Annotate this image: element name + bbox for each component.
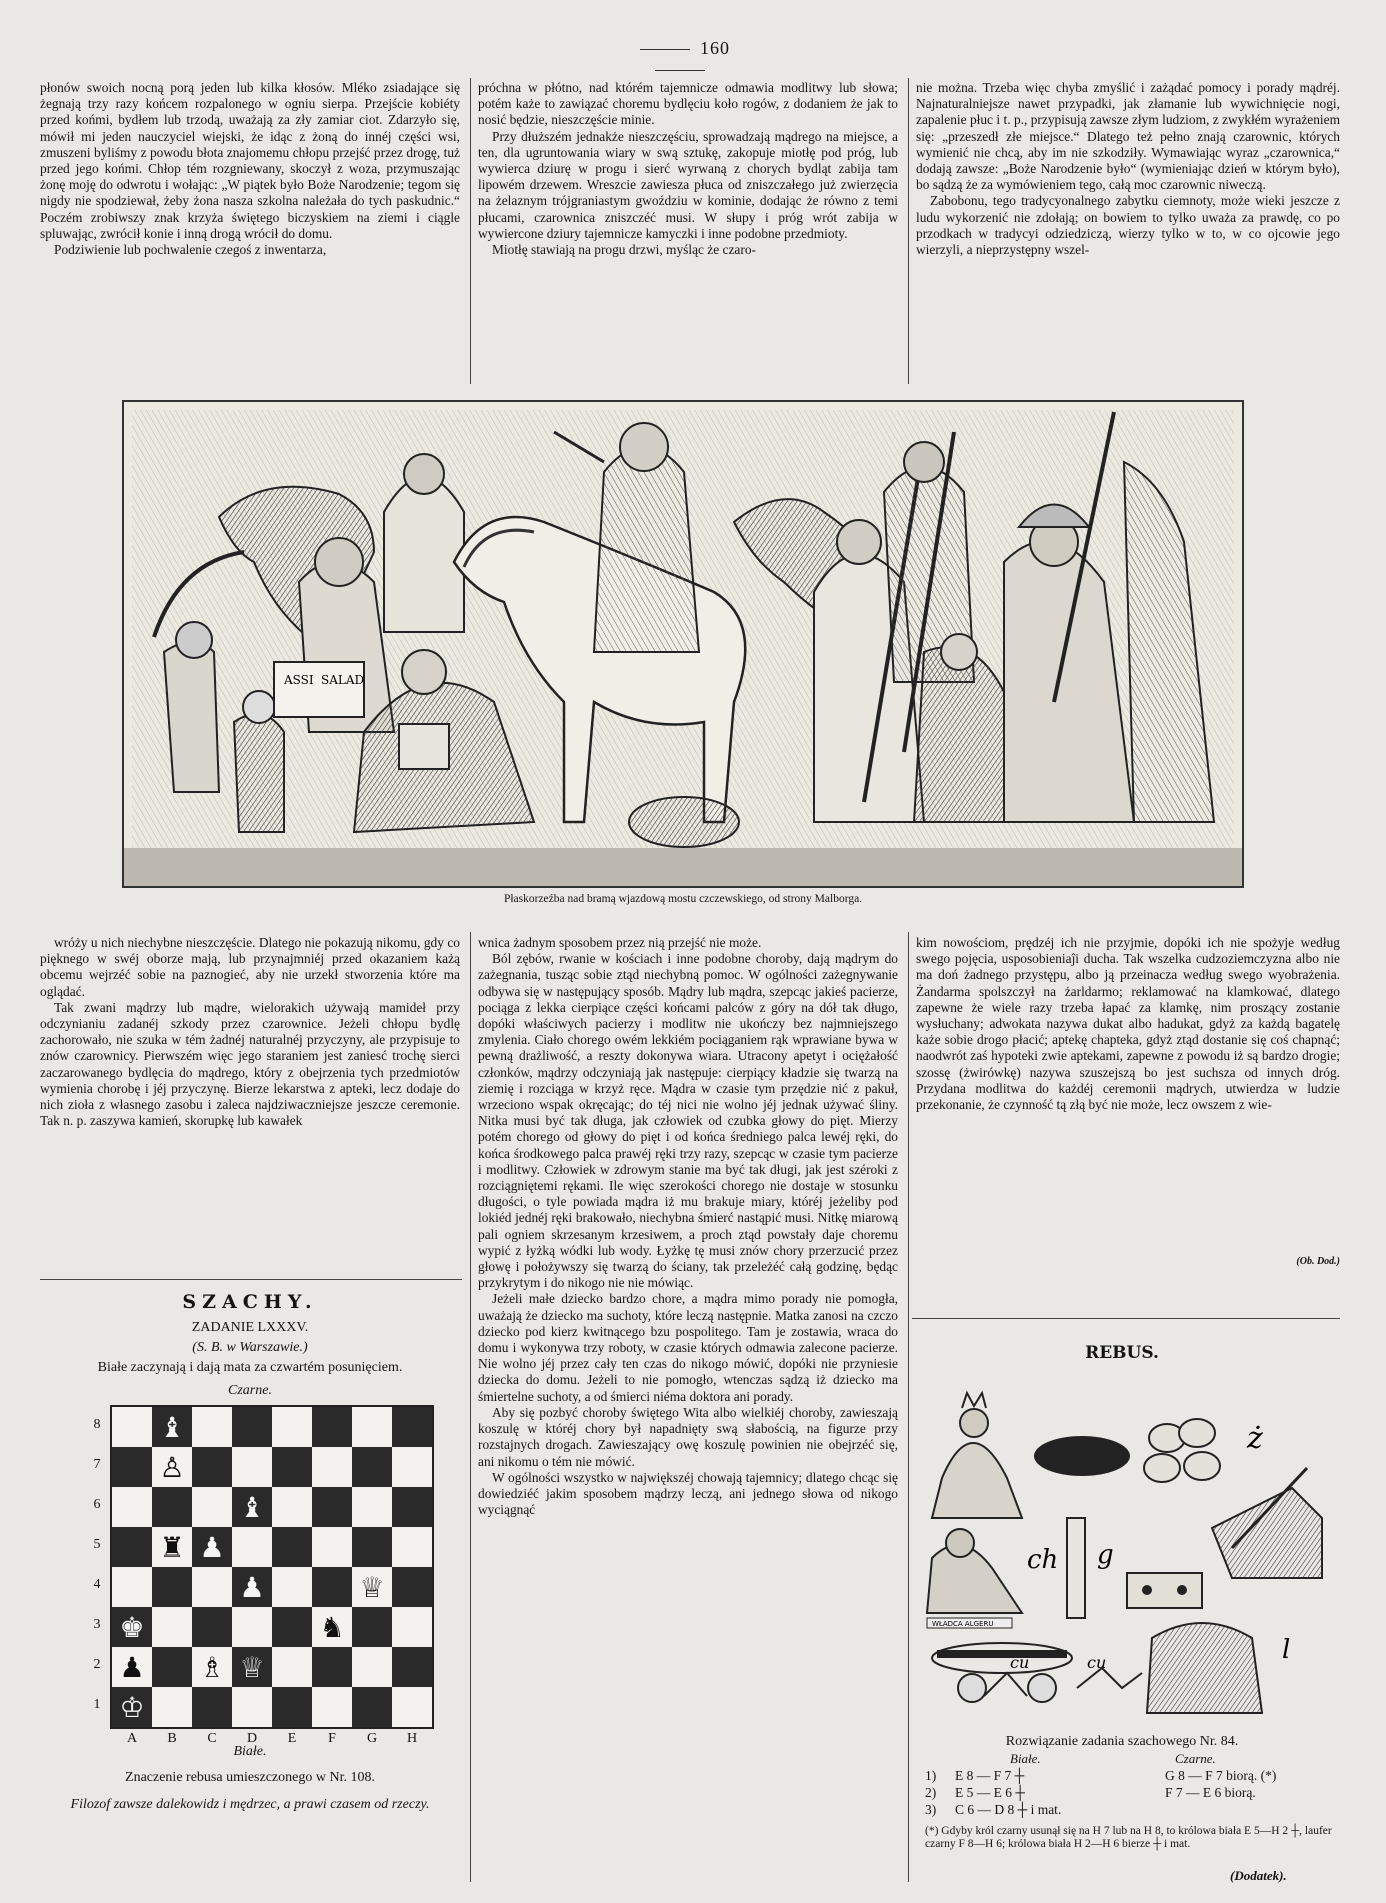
move-number: 2)	[925, 1785, 937, 1800]
file-label: F	[328, 1731, 336, 1746]
square-e4	[272, 1567, 312, 1607]
rebus-heading: REBUS.	[1085, 1343, 1159, 1363]
square-g4	[352, 1567, 392, 1607]
square-a2	[112, 1647, 152, 1687]
square-h4	[392, 1567, 432, 1607]
square-e5	[272, 1527, 312, 1567]
square-f2	[312, 1647, 352, 1687]
rank-label: 7	[93, 1457, 101, 1472]
chess-piece: ♕	[239, 1650, 265, 1684]
square-c5	[192, 1527, 232, 1567]
paragraph: wnica żadnym sposobem przez nią przejść nie może.	[478, 935, 762, 950]
rebus-picture	[912, 1368, 1332, 1726]
square-e7	[272, 1447, 312, 1487]
square-g6	[352, 1487, 392, 1527]
engraving-illustration	[124, 402, 1242, 886]
file-label: D	[246, 1731, 258, 1746]
paragraph: próchna w płótno, nad którém tajemnicze odmawia modlitwy lub słowa; potém każe to zawiązać choremu bydlęciu koło rogów, z dodaniem że jak to nosić będzie, nieszczęście minie.	[478, 80, 898, 128]
paragraph: Tak zwani mądrzy lub mądre, wielorakich używają mamideł przy odczynianiu zadanéj szkody przez czarownice. Jeżeli chłopu bydlę zachorowało, nie szuka w tém żadnéj naturalnéj przyczyny, ale przypisuje to znów czarownicy. Pierwszém więc jego staraniem jest zaniesć trochę sierci zaczarowanego bydlęcia do mądrego, który z obejrzenia tych przedmiotów wymienia chorobę i jéj przyczynę. Bierze lekarstwa z apteki, lecz dodaje do nich zioła z własnego zasobu i zaleca najdziwaczniejsze jeszcze ceremonie. Tak n. p. zaszywa kamień, skorupkę lub kawałek	[40, 999, 460, 1129]
square-a5	[112, 1527, 152, 1567]
column-rule	[470, 932, 471, 1882]
paragraph: wróży u nich niechybne nieszczęście. Dlatego nie pokazują nikomu, gdy co pięknego w swéj oborze mają, lub przynajmniéj przed okazaniem każą obcemu wejrzéć sobie na paznogieć, aby nie urzekł stworzenia które ma oglądać.	[40, 935, 460, 999]
square-c8	[192, 1407, 232, 1447]
file-label: E	[287, 1731, 297, 1746]
rank-label: 2	[93, 1657, 101, 1672]
square-b8	[152, 1407, 192, 1447]
square-f5	[312, 1527, 352, 1567]
bottom-column-2	[478, 935, 898, 1518]
square-h5	[392, 1527, 432, 1567]
square-d4	[232, 1567, 272, 1607]
square-b5	[152, 1527, 192, 1567]
chess-piece: ♝	[239, 1490, 265, 1524]
square-a3	[112, 1607, 152, 1647]
column-rule	[908, 932, 909, 1882]
chess-piece: ♟	[199, 1530, 225, 1564]
square-b6	[152, 1487, 192, 1527]
white-move: C 6 — D 8 ┼ i mat.	[955, 1802, 1062, 1817]
rank-label: 5	[93, 1537, 101, 1552]
square-a4	[112, 1567, 152, 1607]
square-b4	[152, 1567, 192, 1607]
bas-relief-engraving	[122, 400, 1244, 888]
figure-caption: Płaskorzeźba nad bramą wjazdową mostu czczewskiego, od strony Malborga.	[503, 893, 863, 905]
chess-white-label: Białe.	[233, 1744, 267, 1759]
square-c2	[192, 1647, 232, 1687]
paragraph: nie można. Trzeba więc chyba zmyślić i zażądać pomocy i porady mądréj. Najnaturalniejsze nawet przypadki, jak złamanie lub wywichnięcie nogi, zapalenie płuc i t. p., przypisują zawsze złym ludziom, z zwykłém wyrażeniem się: „przeszedł złe miejsce.“ Dlatego też pełno znają czarownic, których wymienić nie chcą, aby im nie szkodziły. Wymawiając wyraz „czarownica,“ dodają zawsze: „Boże Narodzenie było“ (wymieniając dzień w którym było), bo sądzą że za wymówieniem tego, całą moc czarownic niweczą.	[916, 80, 1340, 193]
paragraph: Aby się pozbyć choroby świętego Wita albo wielkiéj choroby, zawieszają koszulę w któréj chory był napadnięty swą słabością, na figurze przy rozstajnych drogach. Zawieszający owę koszulę powinien nie obejrzéć się, ani nikomu o tém nie mówić.	[478, 1404, 898, 1469]
square-d3	[232, 1607, 272, 1647]
black-move: G 8 — F 7 biorą. (*)	[1165, 1768, 1277, 1783]
section-rule	[40, 1279, 462, 1280]
square-d1	[232, 1687, 272, 1727]
bottom-column-1	[40, 935, 460, 1129]
rebus-illustration	[912, 1368, 1332, 1726]
square-c7	[192, 1447, 232, 1487]
square-a1	[112, 1687, 152, 1727]
square-f3	[312, 1607, 352, 1647]
file-label: B	[167, 1731, 177, 1746]
move-number: 3)	[925, 1802, 937, 1817]
square-g3	[352, 1607, 392, 1647]
square-b1	[152, 1687, 192, 1727]
rebus-letter: cu	[1087, 1653, 1107, 1672]
top-column-1	[40, 80, 460, 258]
square-e3	[272, 1607, 312, 1647]
square-a6	[112, 1487, 152, 1527]
rebus-sign: WŁADCA ALGERU	[932, 1620, 994, 1628]
square-h2	[392, 1647, 432, 1687]
section-rule	[912, 1318, 1340, 1319]
square-c3	[192, 1607, 232, 1647]
top-column-3	[916, 80, 1340, 258]
chess-piece: ♞	[319, 1610, 345, 1644]
continued-note: (Ob. Dod.)	[1296, 1255, 1340, 1267]
book-inscription-right: SALAD	[321, 673, 365, 687]
rebus-meaning-text: Filozof zawsze dalekowidz i mędrzec, a prawi czasem od rzeczy.	[70, 1797, 430, 1812]
column-rule	[470, 78, 471, 384]
square-h7	[392, 1447, 432, 1487]
square-h6	[392, 1487, 432, 1527]
square-e8	[272, 1407, 312, 1447]
square-d6	[232, 1487, 272, 1527]
solution-black-label: Czarne.	[1175, 1751, 1216, 1766]
square-c6	[192, 1487, 232, 1527]
square-h1	[392, 1687, 432, 1727]
paragraph: Zabobonu, tego tradycyonalnego zabytku ciemnoty, może wieki jeszcze z ludu wykorzenić nie zdołają; on bowiem to tylko uważa za prawdę, co po przodkach w tradycyi odziedziczą, wierzy tylko w to, w co ojcowie jego wierzyli, a nieprzystępny wszel-	[916, 193, 1340, 258]
paragraph: Ból zębów, rwanie w kościach i inne podobne choroby, dają mądrym do zażegnania, tusząc sobie ztąd niechybną pomoc. W ogólności zażegnywanie odbywa się w następujący sposób. Mądry lub mądra, szepcąc jakieś pacierze, pociąga z lekka cierpiące części końcami palców z góry na dół tak długo, dopóki właściwych pacierzy i modlitw nie ukończy bez najmniejszego zmylenia. Ciało chorego owém lekkiém pociąganiem rąk wprawiane bywa w pewną drażliwość, a reszty dokonywa wiara. Utracony apetyt i ociężałość członków, mądrzy odczyniają jak następuje: cierpiący kładzie się twarzą na ziemię i rozciąga w krzyż ręce. Mądra w czasie tym przędzie nić z pakuł, wrzeciono wspak okręcając; do téj nici nie wolno jéj jednak używać śliny. Nitka musi być tak długa, jak człowiek od czubka głowy do pięt. Mierzy potém chorego od głowy do pięt i od końca średniego palca lewéj ręki, do końca środkowego palca prawéj ręki trzy razy, szepcąc w czasie tym pacierze i modlitwy. Człowiek w zdrowym stanie ma być tak długi, jak jest széroki z rozciągniętemi rękami. Ile więc szerokości chorego nie dostaje w stosunku długości, o tyle powiada mądra iż mu brakuje miary, któréj jeżeliby pod lokiéd jednéj ręki brakowało, niechybna śmierć nastąpić musi. Nitkę miarową pali ogniem skrzesanym krzesiwem, a proch ztąd powstały daje choremu wypić z łyżką wódki lub wody. Łyżkę tę musi znów chory przerzucić przez głowę i położywszy się twarzą do ściany, tak przeleżéć całą godzinę, będąc przykrytym i do nikogo nie nie mówiąc.	[478, 951, 898, 1291]
move-number: 1)	[925, 1768, 937, 1783]
square-g8	[352, 1407, 392, 1447]
solution-footnote: (*) Gdyby król czarny usunął się na H 7 lub na H 8, to królowa biała E 5—H 2 ┼, laufer czarny F 8—H 6; królowa biała H 2—H 6 bierze ┼ i mat.	[925, 1825, 1332, 1850]
chess-heading: SZACHY.	[182, 1291, 318, 1313]
square-e2	[272, 1647, 312, 1687]
rebus-meaning-title: Znaczenie rebusa umieszczonego w Nr. 108.	[125, 1770, 375, 1785]
square-e6	[272, 1487, 312, 1527]
square-g5	[352, 1527, 392, 1567]
book-inscription-left: ASSI	[284, 673, 314, 687]
square-f1	[312, 1687, 352, 1727]
square-f4	[312, 1567, 352, 1607]
rebus-letter: l	[1282, 1635, 1291, 1665]
square-g7	[352, 1447, 392, 1487]
paragraph: Miotłę stawiają na progu drzwi, myśląc że czaro-	[492, 242, 756, 258]
rank-label: 1	[93, 1697, 101, 1712]
chess-black-label: Czarne.	[228, 1383, 272, 1398]
square-d2	[232, 1647, 272, 1687]
rank-label: 3	[93, 1617, 101, 1632]
square-a7	[112, 1447, 152, 1487]
solution-white-label: Białe.	[1010, 1751, 1041, 1766]
paragraph: Przy dłuższém jednakże nieszczęściu, sprowadzają mądrego na miejsce, a ten, dla ugruntowania wiary w swą sztukę, zakopuje miotłę pod próg, lub wywierca dziurę w progu i sierć wyrwaną z chorych bydląt zabija tam lipowém drzewem. Wreszcie zawiesza płuca od zniszczałego już zwierzęcia na żelaznym trójgraniastym gwoździu w kominie, dodając że równo z temi płucami, czarownica zniszczéć musi. W słupy i próg wrót zabija w wywiercone dziury tajemnicze kamyczki i inne podobne przedmioty.	[478, 128, 898, 241]
square-a8	[112, 1407, 152, 1447]
page-number: 160	[600, 38, 760, 80]
chess-piece: ♕	[359, 1570, 385, 1604]
square-d8	[232, 1407, 272, 1447]
square-f8	[312, 1407, 352, 1447]
solution-move	[925, 1785, 1343, 1801]
chess-solution-title: Rozwiązanie zadania szachowego Nr. 84.	[1005, 1734, 1239, 1749]
supplement-note: (Dodatek).	[1230, 1868, 1287, 1883]
square-f6	[312, 1487, 352, 1527]
square-c1	[192, 1687, 232, 1727]
bottom-column-3	[916, 935, 1340, 1270]
white-move: E 5 — E 6 ┼	[955, 1785, 1025, 1800]
square-b2	[152, 1647, 192, 1687]
chessboard	[110, 1405, 434, 1729]
rank-label: 6	[93, 1497, 101, 1512]
square-e1	[272, 1687, 312, 1727]
chess-piece: ♙	[159, 1450, 185, 1484]
square-g2	[352, 1647, 392, 1687]
square-f7	[312, 1447, 352, 1487]
square-b3	[152, 1607, 192, 1647]
solution-move	[925, 1802, 1343, 1818]
file-label: H	[406, 1731, 418, 1746]
chess-problem-number: ZADANIE LXXXV.	[191, 1320, 309, 1335]
paragraph: Podziwienie lub pochwalenie czegoś z inwentarza,	[54, 242, 327, 258]
square-h8	[392, 1407, 432, 1447]
rebus-letter: g	[1097, 1540, 1114, 1570]
file-label: G	[366, 1731, 378, 1746]
chess-task: Białe zaczynają i dają mata za czwartém posunięciem.	[97, 1360, 403, 1375]
chess-piece: ♝	[159, 1410, 185, 1444]
column-rule	[908, 78, 909, 384]
rebus-letter: ch	[1027, 1545, 1059, 1575]
chess-piece: ♟	[119, 1650, 145, 1684]
paragraph: płonów swoich nocną porą jeden lub kilka kłosów. Mléko zsiadające się żegnają trzy razy końcem rozpalonego w ogniu sierpa. Przejście kobiéty przed końmi, bydłem lub trzodą, uważają za zły zamiar ciot. Zdarzyło się, mówił mi jeden nauczyciel wiejski, że idąc z żoną do innéj części wsi, zmuszeni byliśmy z powodu błota znajomemu chłopu przejść przez drogę, tuż przed jego końmi. Chłop tém rozgniewany, skoczył z woza, przymuszając żonę moję do odwrotu i wołając: „W piątek było Boże Narodzenie; tegom się nigdy nie spodziewał, żeby żona nasza szkolna należała do tych paskudnic.“ Poczém zrobiwszy znak krzyża świętego biczyskiem na ziemi i ciągle spluwając, zwrócił konie i inną drogą wrócił do domu.	[40, 80, 460, 241]
paragraph: W ogólności wszystko w największéj chowają tajemnicy; dlatego chcąc się dowiedziéć jakim sposobem mądrzy leczą, ani jednego słowa od nikogo wyciągnąć	[478, 1469, 898, 1518]
chess-piece: ♔	[119, 1690, 145, 1724]
square-g1	[352, 1687, 392, 1727]
chess-piece: ♗	[199, 1650, 225, 1684]
paragraph: kim nowościom, prędzéj ich nie przyjmie, dopóki ich nie spożyje według swego pojęcia, usposobieniaĵi ducha. Tak wszelka cudzoziemczyzna albo nie ma doń żadnego przystępu, albo ją przeinacza według swego wyobrażenia. Żandarma spolszczył na żarldarmo; reklamować na klamkować, dlatego zapewne że wiele razy trzeba łapać za klamkę, nim proszący zostanie wysłuchany; adwokata nazywa dukat albo hadukat, gdyż za każdą bagatelę każe sobie drogo płacić; aptekę chapteka, gdyż ztąd dostanie się coś chapnąć; naodwrót zaś hypoteki zwie aptekami, zapewne z powodu iż są bardzo drogie; szossę (żwirówkę) nazywa szuszejszą bo jest suchsza od innych dróg. Przydana modlitwa do każdéj ceremonii mądrych, utwierdza w ludzie przekonanie, że czynność tą złą być nie może, lecz owszem z wie-	[916, 935, 1340, 1113]
file-label: A	[126, 1731, 138, 1746]
rebus-letter: cu	[1010, 1653, 1030, 1672]
paragraph: Jeżeli małe dziecko bardzo chore, a mądra mimo porady nie pomogła, uważają że dziecko ma suchoty, które leczą następnie. Matka zanosi na czczo dziecko pod kierz kwitnącego bzu pospolitego. Tam je zostawia, wraca do domu i wykonywa trzy roboty, w czasie których odmawia zalecone pacierze. Nie wolno jéj przez cały ten czas do nikogo mówić, dopóki nie przyniesie dziecka do domu. Jeżeli to nie pomogło, wtenczas sądzą iż dziecko ma śmiertelne suchoty, a od śmierci niéma doktora ani porady.	[478, 1291, 898, 1404]
square-d7	[232, 1447, 272, 1487]
square-c4	[192, 1567, 232, 1607]
square-h3	[392, 1607, 432, 1647]
rank-label: 4	[93, 1577, 101, 1592]
chess-piece: ♜	[159, 1530, 185, 1564]
file-label: C	[207, 1731, 217, 1746]
chess-piece: ♚	[119, 1610, 145, 1644]
top-column-2	[478, 80, 898, 258]
rebus-letter: ż	[1247, 1421, 1263, 1456]
solution-move	[925, 1768, 1343, 1784]
rank-label: 8	[93, 1417, 101, 1432]
square-b7	[152, 1447, 192, 1487]
square-d5	[232, 1527, 272, 1567]
chess-piece: ♟	[239, 1570, 265, 1604]
chess-author: (S. B. w Warszawie.)	[192, 1340, 308, 1355]
white-move: E 8 — F 7 ┼	[955, 1768, 1025, 1783]
black-move: F 7 — E 6 biorą.	[1165, 1785, 1256, 1800]
